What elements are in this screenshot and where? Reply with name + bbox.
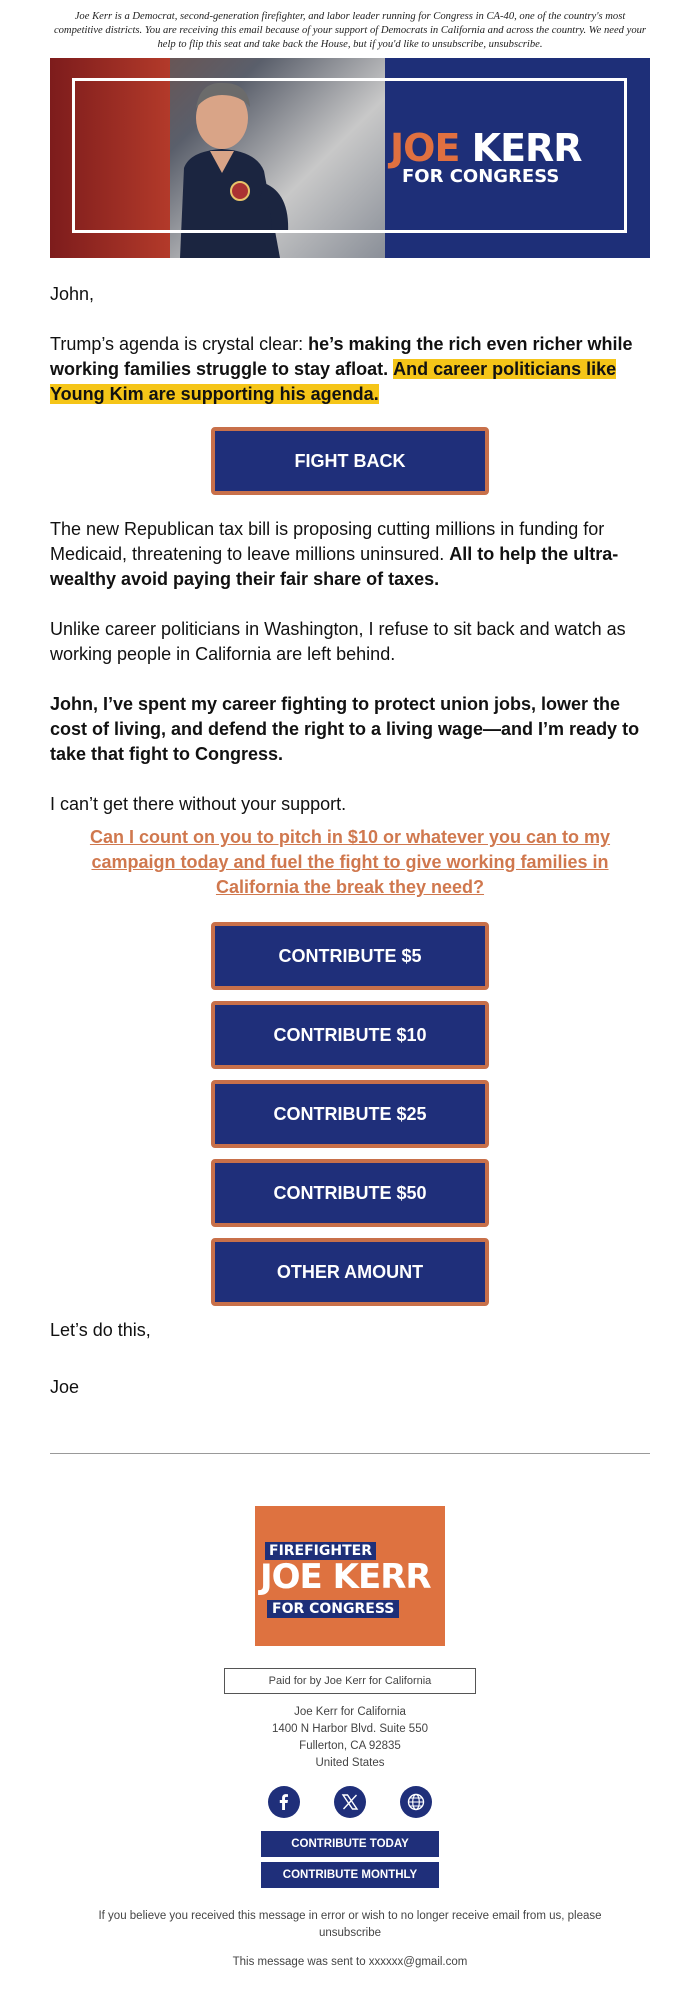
donation-ask-link[interactable]: Can I count on you to pitch in $10 or whatever you can to my campaign today and fuel the fight to give working families in California the break they need? <box>89 827 611 897</box>
p1-highlight: And career politicians like Young Kim are supporting his agenda. <box>50 359 617 404</box>
other-amount-button[interactable]: OTHER AMOUNT <box>211 1238 489 1306</box>
fight-back-button[interactable]: FIGHT BACK <box>211 427 489 495</box>
hero-first-name: JOE <box>390 126 460 170</box>
unsubscribe-note[interactable]: If you believe you received this message in error or wish to no longer receive email from us, please unsubscribe <box>98 1910 602 1939</box>
logo-name-text: JOE KERR <box>260 1557 431 1597</box>
contribute-25-button[interactable]: CONTRIBUTE $25 <box>211 1080 489 1148</box>
paragraph-1 <box>50 332 650 407</box>
hero-last-name: KERR <box>471 126 582 170</box>
contribute-monthly-button[interactable]: CONTRIBUTE MONTHLY <box>261 1862 439 1888</box>
preheader-text: Joe Kerr is a Democrat, second-generation firefighter, and labor leader running for Congress in CA-40, one of the country's most competitive districts. You are receiving this email because of your support of Democrats in California and across the country. We need your help to flip this seat and take back the House, but if you'd like to unsubscribe, unsubscribe. <box>53 11 647 50</box>
p2-text: The new Republican tax bill is proposing cutting millions in funding for Medicaid, threatening to leave millions uninsured. <box>50 519 605 564</box>
website-globe-icon[interactable] <box>400 1786 432 1818</box>
paragraph-2 <box>50 517 650 592</box>
message-body <box>50 282 650 1400</box>
sent-to-note: This message was sent to xxxxxx@gmail.com <box>232 1956 468 1968</box>
contribute-today-button[interactable]: CONTRIBUTE TODAY <box>261 1831 439 1857</box>
contribute-5-button[interactable]: CONTRIBUTE $5 <box>211 922 489 990</box>
signature: Joe <box>50 1377 80 1397</box>
hero-candidate-name <box>390 128 582 168</box>
contribute-50-button[interactable]: CONTRIBUTE $50 <box>211 1159 489 1227</box>
paragraph-3: Unlike career politicians in Washington, I refuse to sit back and watch as working people in California are left behind. <box>50 619 626 664</box>
signoff: Let’s do this, <box>50 1320 151 1340</box>
hero-subtitle: FOR CONGRESS <box>402 166 560 187</box>
hero-banner[interactable] <box>50 58 650 258</box>
address-line-2: 1400 N Harbor Blvd. Suite 550 <box>272 1723 428 1735</box>
address-line-1: Joe Kerr for California <box>294 1706 406 1718</box>
p2-bold: All to help the ultra-wealthy avoid paying their fair share of taxes. <box>50 544 619 589</box>
paragraph-4: John, I’ve spent my career fighting to protect union jobs, lower the cost of living, and defend the right to a living wage—and I’m ready to take that fight to Congress. <box>50 694 640 764</box>
mailing-address <box>0 1704 700 1772</box>
facebook-icon[interactable] <box>268 1786 300 1818</box>
address-line-3: Fullerton, CA 92835 <box>299 1740 401 1752</box>
x-twitter-icon[interactable] <box>334 1786 366 1818</box>
paragraph-5: I can’t get there without your support. <box>50 794 347 814</box>
logo-top-text: FIREFIGHTER <box>265 1542 376 1560</box>
greeting: John, <box>50 284 95 304</box>
logo-bottom-text: FOR CONGRESS <box>267 1600 399 1618</box>
paid-for-disclaimer: Paid for by Joe Kerr for California <box>224 1668 476 1694</box>
address-line-4: United States <box>315 1757 385 1769</box>
social-links <box>0 1786 700 1818</box>
campaign-logo[interactable] <box>255 1506 445 1646</box>
contribute-10-button[interactable]: CONTRIBUTE $10 <box>211 1001 489 1069</box>
p1-bold: he’s making the rich even richer while working families struggle to stay afloat. <box>50 334 633 379</box>
p1-lead: Trump’s agenda is crystal clear: <box>50 334 309 354</box>
